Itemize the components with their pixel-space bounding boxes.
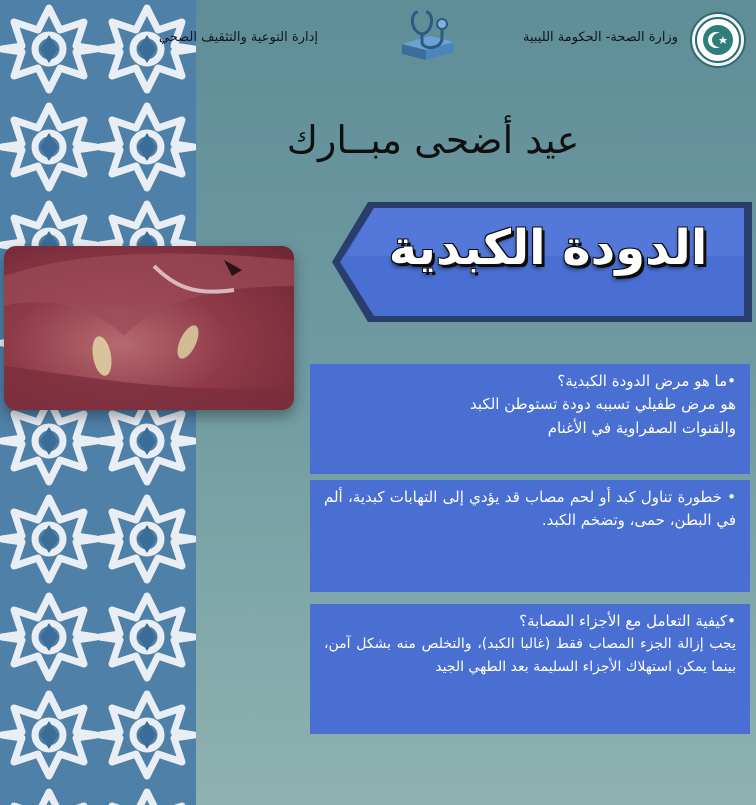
stethoscope-book-icon (396, 6, 462, 62)
answer-line-2: والقنوات الصفراوية في الأغنام (547, 418, 736, 437)
liver-photo (4, 246, 294, 410)
handling-text: يجب إزالة الجزء المصاب فقط (غالبا الكبد)، والتخلص منه بشكل آمن، بينما يمكن استهلاك الأجزاء السليمة بعد الطهي الجيد (324, 636, 736, 675)
title-banner (332, 196, 752, 328)
page-title: الدودة الكبدية (388, 220, 708, 276)
ministry-name: وزارة الصحة- الحكومة الليبية (523, 30, 678, 45)
ministry-logo (690, 12, 746, 68)
info-box-handling (310, 604, 750, 734)
question-what: •ما هو مرض الدودة الكبدية؟ (557, 372, 736, 390)
info-box-danger (310, 480, 750, 592)
eid-greeting: عيد أضحى مبــارك (286, 118, 580, 162)
department-name: إدارة التوعية والتثقيف الصحي (158, 30, 318, 45)
answer-line-1: هو مرض طفيلي تسببه دودة تستوطن الكبد (470, 395, 736, 414)
info-box-what (310, 364, 750, 474)
danger-text: • خطورة تناول كبد أو لحم مصاب قد يؤدي إلى التهابات كبدية، ألم في البطن، حمى، وتضخم الكبد. (324, 488, 736, 530)
question-handling: •كيفية التعامل مع الأجزاء المصابة؟ (519, 612, 736, 630)
